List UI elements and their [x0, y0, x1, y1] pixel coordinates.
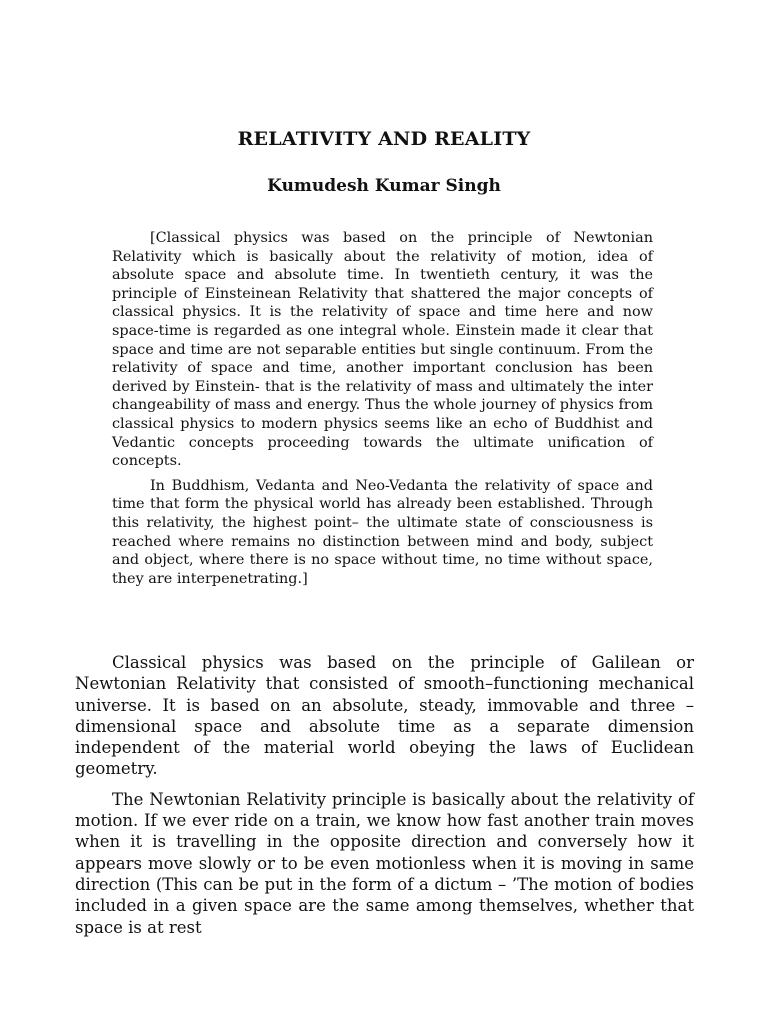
body-text [75, 652, 694, 947]
body-paragraph-2: The Newtonian Relativity principle is basically about the relativity of motion. If we ever ride on a train, we know how fast another train moves when it is travelling in the opposite direction and conversely how it appears move slowly or to be even motionless when it is moving in same direction (This can be put in the form of a dictum – ’The motion of bodies included in a given space are the same among themselves, whether that space is at rest [75, 789, 694, 937]
abstract-paragraph-2: In Buddhism, Vedanta and Neo-Vedanta the relativity of space and time that form the physical world has already been established. Through this relativity, the highest point– the ultimate state of consciousness is reached where remains no distinction between mind and body, subject and object, where there is no space without time, no time without space, they are interpenetrating.] [112, 477, 653, 587]
paper-title: RELATIVITY AND REALITY [237, 128, 531, 150]
abstract-paragraph-1: [Classical physics was based on the principle of Newtonian Relativity which is basically about the relativity of motion, idea of absolute space and absolute time. In twentieth century, it was the principle of Einsteinean Relativity that shattered the major concepts of classical physics. It is the relativity of space and time here and now space-time is regarded as one integral whole. Einstein made it clear that space and time are not separable entities but single continuum. From the relativity of space and time, another important conclusion has been derived by Einstein- that is the relativity of mass and ultimately the inter changeability of mass and energy. Thus the whole journey of physics from classical physics to modern physics seems like an echo of Buddhist and Vedantic concepts proceeding towards the ultimate unification of concepts. [112, 230, 653, 470]
abstract-block [112, 229, 653, 594]
author-name: Kumudesh Kumar Singh [267, 176, 501, 196]
body-paragraph-1: Classical physics was based on the principle of Galilean or Newtonian Relativity that consisted of smooth–functioning mechanical universe. It is based on an absolute, steady, immovable and three – dimensional space and absolute time as a separate dimension independent of the material world obeying the laws of Euclidean geometry. [75, 653, 694, 779]
